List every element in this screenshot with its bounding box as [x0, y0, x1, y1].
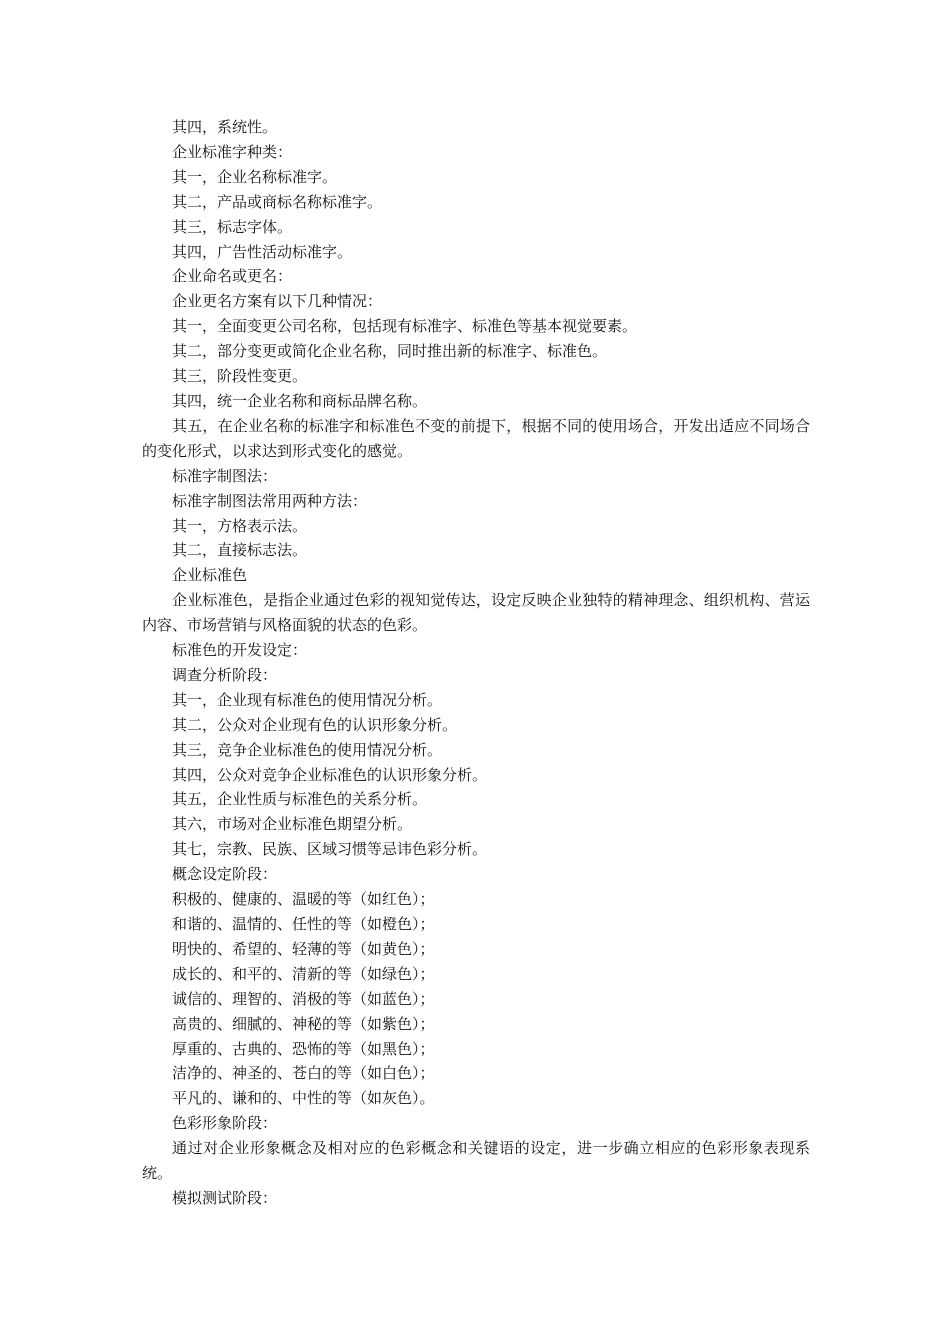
paragraph: 积极的、健康的、温暖的等（如红色）；: [172, 890, 435, 909]
paragraph: 色彩形象阶段：: [172, 1114, 278, 1133]
paragraph: 其三，竞争企业标准色的使用情况分析。: [172, 740, 443, 759]
paragraph: 其三，阶段性变更。: [172, 367, 308, 386]
paragraph: 企业标准色，是指企业通过色彩的视知觉传达，设定反映企业独特的精神理念、组织机构、营运内容、市场营销与风格面貌的状态的色彩。: [142, 591, 810, 635]
paragraph: 概念设定阶段：: [172, 865, 278, 884]
paragraph: 其四，系统性。: [172, 118, 278, 136]
paragraph: 其一，企业名称标准字。: [172, 167, 338, 186]
paragraph: 调查分析阶段：: [172, 665, 278, 684]
paragraph: 企业命名或更名：: [172, 267, 293, 286]
document-body: [142, 115, 810, 1211]
paragraph: 标准字制图法常用两种方法：: [172, 491, 368, 510]
paragraph: 厚重的、古典的、恐怖的等（如黑色）；: [172, 1039, 435, 1058]
paragraph: 其五，企业性质与标准色的关系分析。: [172, 790, 428, 809]
paragraph: 其一，方格表示法。: [172, 516, 308, 535]
paragraph: 标准字制图法：: [172, 466, 278, 485]
paragraph: 高贵的、细腻的、神秘的等（如紫色）；: [172, 1014, 435, 1033]
paragraph: 其六，市场对企业标准色期望分析。: [172, 815, 413, 834]
paragraph: 模拟测试阶段：: [172, 1188, 278, 1207]
paragraph: 其二，直接标志法。: [172, 541, 308, 560]
paragraph: 明快的、希望的、轻薄的等（如黄色）；: [172, 939, 435, 958]
paragraph: 企业标准字种类：: [172, 142, 293, 161]
paragraph: 和谐的、温情的、任性的等（如橙色）；: [172, 915, 435, 933]
paragraph: 通过对企业形象概念及相对应的色彩概念和关键语的设定，进一步确立相应的色彩形象表现系统。: [142, 1139, 810, 1183]
paragraph: 其二，产品或商标名称标准字。: [172, 192, 383, 211]
paragraph: 其四，公众对竞争企业标准色的认识形象分析。: [172, 765, 488, 784]
paragraph: 其五，在企业名称的标准字和标准色不变的前提下，根据不同的使用场合，开发出适应不同场合的变化形式，以求达到形式变化的感觉。: [142, 416, 810, 460]
paragraph: 其三，标志字体。: [172, 217, 293, 236]
paragraph: 平凡的、谦和的、中性的等（如灰色）。: [172, 1089, 435, 1108]
paragraph: 其七，宗教、民族、区域习惯等忌讳色彩分析。: [172, 840, 488, 859]
paragraph: 其二，公众对企业现有色的认识形象分析。: [172, 715, 458, 734]
paragraph: 其二，部分变更或简化企业名称，同时推出新的标准字、标准色。: [172, 342, 608, 361]
paragraph: 洁净的、神圣的、苍白的等（如白色）；: [172, 1064, 435, 1083]
paragraph: 其一，全面变更公司名称，包括现有标准字、标准色等基本视觉要素。: [172, 317, 638, 336]
paragraph: 企业标准色: [172, 566, 248, 585]
paragraph: 标准色的开发设定：: [172, 641, 308, 660]
paragraph: 其一，企业现有标准色的使用情况分析。: [172, 690, 443, 709]
paragraph: 其四，统一企业名称和商标品牌名称。: [172, 391, 428, 410]
paragraph: 企业更名方案有以下几种情况：: [172, 292, 383, 311]
paragraph: 其四，广告性活动标准字。: [172, 242, 353, 261]
paragraph: 成长的、和平的、清新的等（如绿色）；: [172, 964, 435, 983]
paragraph: 诚信的、理智的、消极的等（如蓝色）；: [172, 989, 435, 1008]
